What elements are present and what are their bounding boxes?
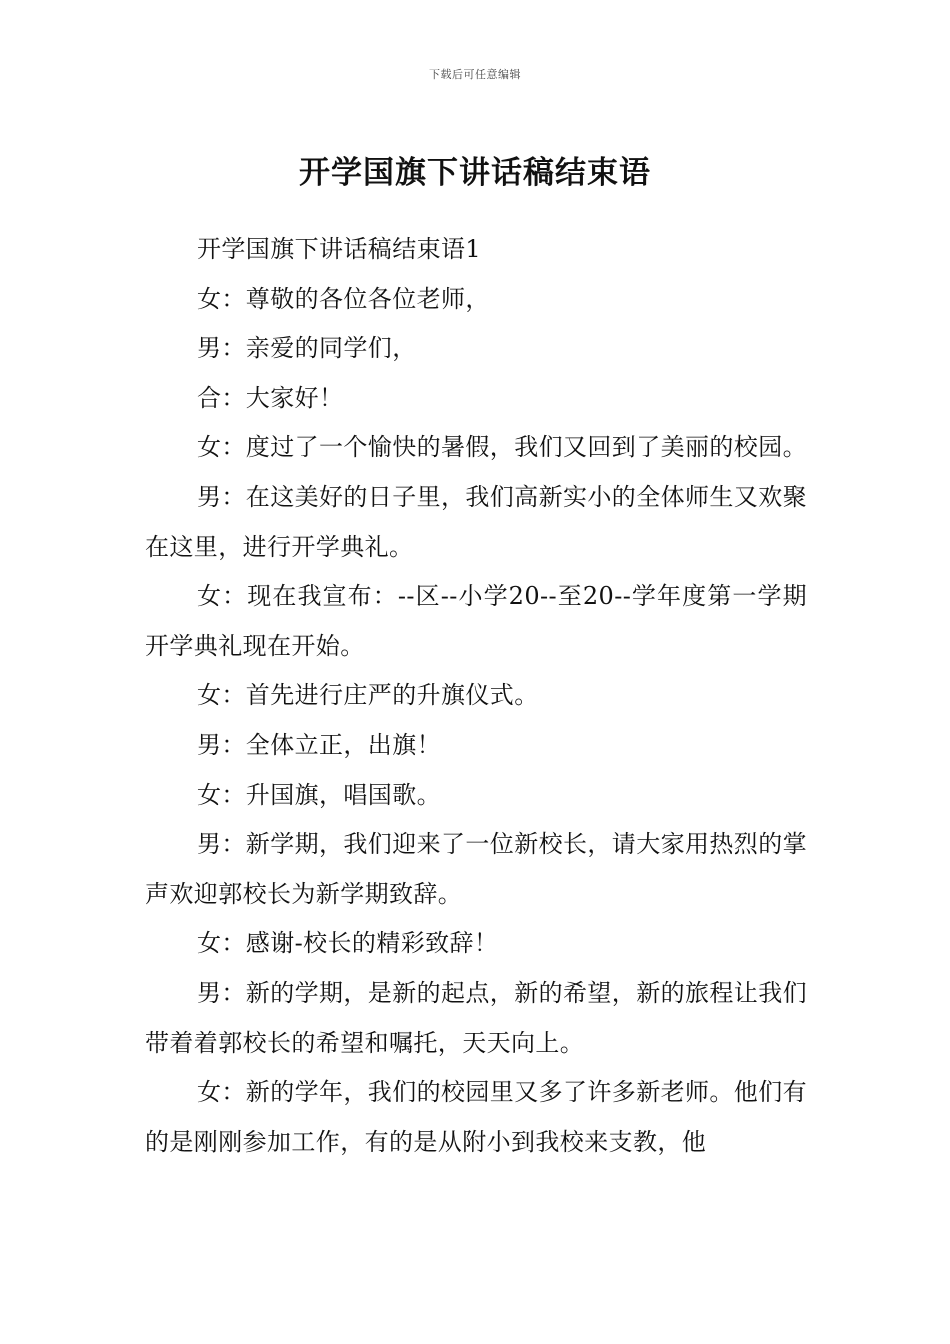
header-note: 下载后可任意编辑 xyxy=(429,68,521,81)
paragraph: 女：感谢-校长的精彩致辞！ xyxy=(197,929,499,958)
document-body xyxy=(145,225,807,1167)
paragraph: 男：新的学期，是新的起点，新的希望，新的旅程让我们带着着郭校长的希望和嘱托，天天向上。 xyxy=(145,978,807,1057)
paragraph: 女：度过了一个愉快的暑假，我们又回到了美丽的校园。 xyxy=(197,433,807,462)
paragraph: 开学国旗下讲话稿结束语1 xyxy=(197,235,482,263)
document-title: 开学国旗下讲话稿结束语 xyxy=(299,154,651,191)
paragraph: 男：新学期，我们迎来了一位新校长，请大家用热烈的掌声欢迎郭校长为新学期致辞。 xyxy=(145,830,807,908)
paragraph: 女：首先进行庄严的升旗仪式。 xyxy=(197,681,539,710)
paragraph: 女：尊敬的各位各位老师， xyxy=(197,284,490,313)
paragraph: 男：在这美好的日子里，我们高新实小的全体师生又欢聚在这里，进行开学典礼。 xyxy=(145,482,807,561)
paragraph: 合：大家好！ xyxy=(197,383,344,412)
paragraph: 男：亲爱的同学们， xyxy=(197,334,417,363)
paragraph: 女：升国旗，唱国歌。 xyxy=(197,780,441,809)
paragraph: 男：全体立正，出旗！ xyxy=(197,730,441,759)
paragraph: 女：新的学年，我们的校园里又多了许多新老师。他们有的是刚刚参加工作，有的是从附小到我校来支教，他 xyxy=(145,1078,807,1156)
paragraph: 女：现在我宣布：--区--小学20--至20--学年度第一学期开学典礼现在开始。 xyxy=(145,582,807,660)
